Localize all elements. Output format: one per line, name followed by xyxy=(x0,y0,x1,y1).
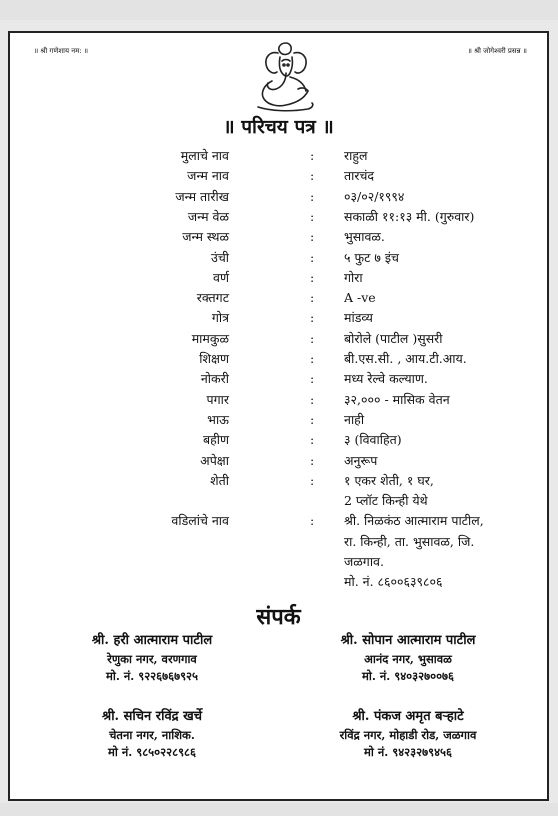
detail-value: ०३/०२/१९९४ xyxy=(344,188,405,204)
detail-value: ५ फुट ७ इंच xyxy=(344,249,399,265)
detail-row xyxy=(10,430,547,450)
contact-address: रविंद्र नगर, मोहाडी रोड, जळगाव xyxy=(339,728,477,742)
contact-name: श्री. सचिन रविंद्र खर्चे xyxy=(101,709,202,724)
contact-name: श्री. हरी आत्माराम पाटील xyxy=(91,633,213,648)
detail-colon: : xyxy=(310,351,315,366)
detail-value: मो. नं. ८६००६३९८०६ xyxy=(344,574,443,590)
detail-colon: : xyxy=(310,208,315,224)
contact-card xyxy=(288,631,528,685)
contact-heading: संपर्क xyxy=(256,604,301,630)
detail-value: सकाळी ११:१३ मी. (गुरुवार) xyxy=(344,208,475,224)
detail-colon: : xyxy=(310,391,315,407)
detail-value: बी.एस.सी. , आय.टी.आय. xyxy=(344,351,467,366)
detail-label: अपेक्षा xyxy=(200,452,229,468)
detail-value: बोरोले (पाटील )सुसरी xyxy=(344,330,443,346)
detail-label: उंची xyxy=(210,249,229,265)
left-invocation: ॥ श्री गणेशाय नम: ॥ xyxy=(34,47,89,55)
detail-row xyxy=(10,207,547,227)
detail-label: मामकुळ xyxy=(191,330,229,346)
detail-label: मुलाचे नाव xyxy=(180,148,229,163)
contact-address: चेतना नगर, नाशिक. xyxy=(109,728,195,742)
detail-colon: : xyxy=(310,269,315,285)
detail-row xyxy=(10,329,547,349)
detail-row xyxy=(10,268,547,288)
detail-value: गोरा xyxy=(344,269,363,285)
detail-row xyxy=(10,491,547,511)
detail-row xyxy=(10,572,547,592)
detail-row xyxy=(10,288,547,308)
detail-row xyxy=(10,369,547,389)
detail-colon: : xyxy=(310,310,315,326)
contact-phone: मो. नं. ९२२६७६७९२५ xyxy=(105,669,199,683)
detail-row xyxy=(10,227,547,247)
detail-value: तारचंद xyxy=(344,168,375,184)
contact-phone: मो नं. ९४२३२७९४५६ xyxy=(363,745,453,759)
detail-row xyxy=(10,451,547,471)
detail-value: ३ (विवाहित) xyxy=(344,432,402,448)
detail-label: जन्म नाव xyxy=(187,168,229,184)
contact-phone: मो. नं. ९४०३२७००७६ xyxy=(361,669,455,683)
contact-address: रेणुका नगर, वरणगाव xyxy=(107,652,197,666)
detail-label: जन्म तारीख xyxy=(175,188,229,204)
detail-label: रक्तगट xyxy=(196,290,229,306)
detail-row xyxy=(10,410,547,430)
detail-row xyxy=(10,166,547,186)
contact-card xyxy=(288,707,528,761)
contact-name: श्री. सोपान आत्माराम पाटील xyxy=(340,633,476,648)
detail-value: जळगाव. xyxy=(344,554,384,569)
detail-value: भुसावळ. xyxy=(344,229,385,245)
detail-colon: : xyxy=(310,452,315,468)
detail-row xyxy=(10,349,547,369)
detail-colon: : xyxy=(310,513,315,529)
detail-row xyxy=(10,552,547,572)
detail-colon: : xyxy=(310,432,315,448)
detail-row xyxy=(10,390,547,410)
detail-colon: : xyxy=(310,148,315,163)
detail-row xyxy=(10,511,547,531)
detail-label: गोत्र xyxy=(211,310,229,326)
detail-colon: : xyxy=(310,472,315,488)
detail-label: जन्म वेळ xyxy=(187,208,229,224)
detail-colon: : xyxy=(310,371,315,387)
top-background-strip xyxy=(0,0,558,20)
detail-row xyxy=(10,308,547,328)
detail-label: शेती xyxy=(210,472,229,488)
detail-value: ३२,००० - मासिक वेतन xyxy=(344,391,450,407)
contact-card xyxy=(32,631,272,685)
detail-colon: : xyxy=(310,168,315,184)
detail-value: नाही xyxy=(344,411,365,427)
contact-phone: मो नं. ९८५०२२८९८६ xyxy=(107,745,197,759)
detail-value: मध्य रेल्वे कल्याण. xyxy=(344,371,428,387)
detail-value: श्री. निळकंठ आत्माराम पाटील, xyxy=(344,513,484,529)
detail-label: शिक्षण xyxy=(199,351,229,366)
detail-label: पगार xyxy=(206,391,229,407)
detail-value: A -ve xyxy=(344,290,376,306)
detail-value: मांडव्य xyxy=(344,310,373,326)
biodata-sheet xyxy=(8,31,549,801)
detail-value: रा. किन्ही, ता. भुसावळ, जि. xyxy=(344,533,475,549)
detail-label: वडिलांचे नाव xyxy=(171,513,229,529)
ganesha-icon xyxy=(246,39,326,115)
detail-value: 2 प्लॉट किन्ही येथे xyxy=(344,493,428,509)
detail-colon: : xyxy=(310,411,315,427)
contact-name: श्री. पंकज अमृत बऱ्हाटे xyxy=(352,709,464,724)
detail-row xyxy=(10,471,547,491)
detail-colon: : xyxy=(310,290,315,306)
bottom-background-strip xyxy=(0,803,558,816)
detail-label: वर्ण xyxy=(213,269,229,285)
detail-label: नोकरी xyxy=(200,371,229,387)
detail-row xyxy=(10,248,547,268)
detail-label: भाऊ xyxy=(207,411,229,427)
detail-colon: : xyxy=(310,330,315,346)
detail-value: राहुल xyxy=(344,148,368,163)
detail-label: जन्म स्थळ xyxy=(182,229,229,245)
page-title: ॥ परिचय पत्र ॥ xyxy=(223,116,334,138)
detail-colon: : xyxy=(310,249,315,265)
right-invocation: ॥ श्री जोगेश्वरी प्रसन्न ॥ xyxy=(467,47,527,55)
detail-row xyxy=(10,146,547,166)
detail-row xyxy=(10,532,547,552)
detail-label: बहीण xyxy=(202,432,229,448)
detail-value: अनुरूप xyxy=(344,452,378,468)
contact-address: आनंद नगर, भुसावळ xyxy=(364,652,452,666)
detail-value: १ एकर शेती, १ घर, xyxy=(344,472,434,488)
detail-colon: : xyxy=(310,229,315,245)
detail-row xyxy=(10,187,547,207)
contact-card xyxy=(32,707,272,761)
detail-colon: : xyxy=(310,188,315,204)
